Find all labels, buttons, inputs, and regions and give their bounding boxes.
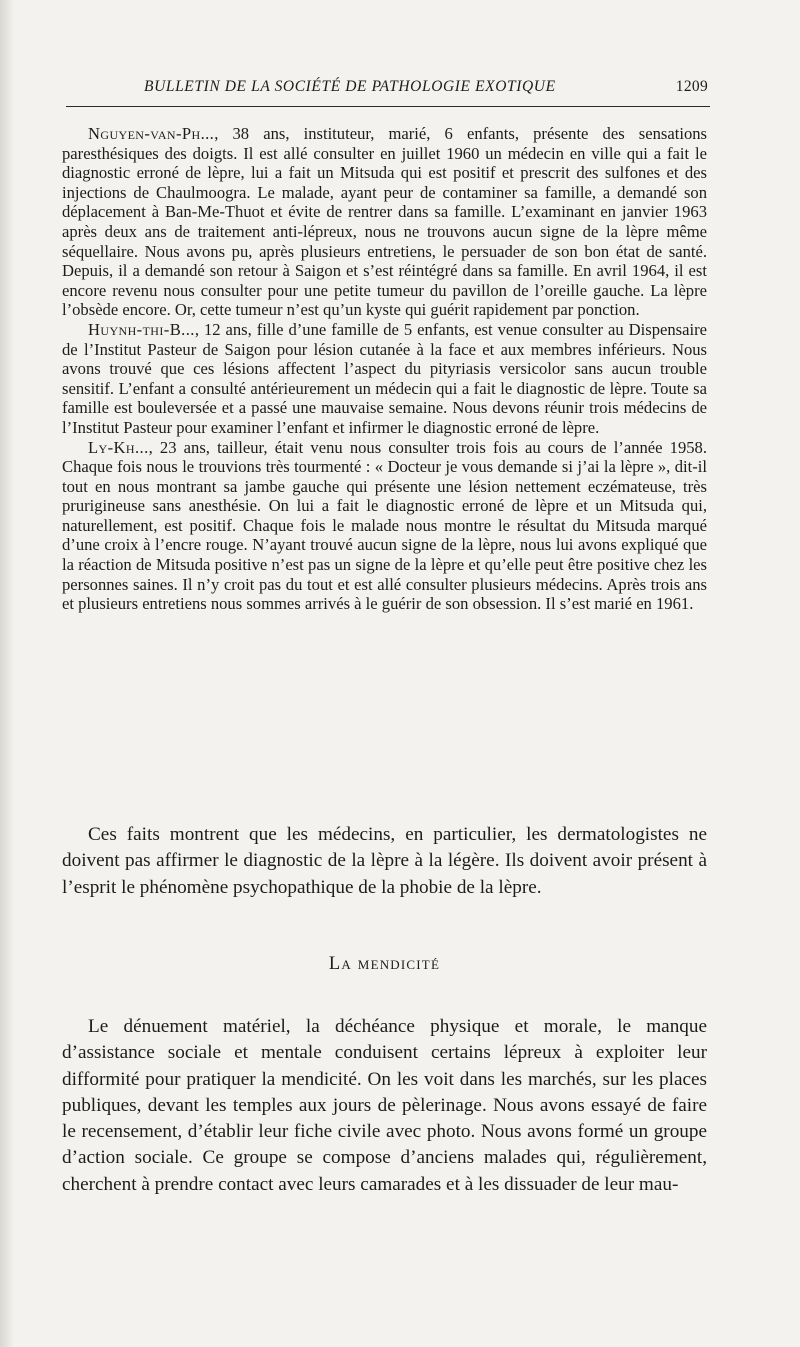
section-paragraph: Le dénuement matériel, la déchéance physique et morale, le manque d’assistance sociale et mentale conduisent certains lépreux à exploiter leur difformité pour pratiquer la mendicité. On les voit dans les marchés, sur les places publiques, devant les temples aux jours de pèlerinage. Nous avons essayé de faire le recensement, d’établir leur fiche civile avec photo. Nous avons formé un groupe d’action sociale. Ce groupe se compose d’anciens malades qui, régulièrement, cherchent à prendre contact avec leurs camarades et à les dissuader de leur mau-: [62, 1016, 707, 1195]
case-paragraph: [62, 124, 707, 320]
patient-name: Huynh-thi-B...: [88, 319, 195, 339]
conclusion-paragraph: Ces faits montrent que les médecins, en particulier, les dermatologistes ne doivent pas affirmer le diagnostic de la lèpre à la légère. Ils doivent avoir présent à l’esprit le phénomène psychopathique de la phobie de la lèpre.: [62, 824, 707, 898]
case-text: , 23 ans, tailleur, était venu nous consulter trois fois au cours de l’année 1958. Chaque fois nous le trouvions très tourmenté : « Docteur je vous demande si j’ai la lèpre », dit-il tout en nous montrant sa jambe gauche qui présente une lésion nettement eczémateuse, très prurigineuse sans anesthésie. On lui a fait le diagnostic erroné de lèpre et un Mitsuda qui, naturellement, est positif. Chaque fois le malade nous montre le résultat du Mitsuda marqué d’une croix à l’encre rouge. N’ayant trouvé aucun signe de la lèpre, nous lui avons expliqué que la réaction de Mitsuda positive n’est pas un signe de la lèpre et qu’elle peut être positive chez les personnes saines. Il n’y croit pas du tout et est allé consulter plusieurs médecins. Après trois ans et plusieurs entretiens nous sommes arrivés à le guérir de son obsession. Il s’est marié en 1961.: [62, 437, 707, 614]
section-heading: La mendicité: [328, 954, 441, 974]
case-reports: [62, 124, 707, 614]
patient-name: Ly-Kh...: [88, 437, 149, 457]
running-head: BULLETIN DE LA SOCIÉTÉ DE PATHOLOGIE EXOTIQUE: [144, 78, 556, 95]
conclusion-block: [62, 822, 707, 901]
case-text: , 38 ans, instituteur, marié, 6 enfants, présente des sensations paresthésiques des doigts. Il est allé consulter en juillet 1960 un médecin en ville qui a fait le diagnostic erroné de lèpre, lui a fait un Mitsuda qui est positif et prescrit des sulfones et des injections de Chaulmoogra. Le malade, ayant peur de contaminer sa famille, a demandé son déplacement à Ban-Me-Thuot et évite de rentrer dans sa famille. L’examinant en janvier 1963 après deux ans de traitement anti-lépreux, nous ne trouvons aucun signe de la lèpre même séquellaire. Nous avons pu, après plusieurs entretiens, le persuader de son bon état de santé. Depuis, il a demandé son retour à Saigon et s’est réintégré dans sa famille. En avril 1964, il est encore revenu nous consulter pour une petite tumeur du pavillon de l’oreille gauche. La lèpre l’obsède encore. Or, cette tumeur n’est qu’un kyste qui guérit rapidement par ponction.: [62, 124, 707, 320]
case-paragraph: [62, 320, 707, 438]
page-number: 1209: [675, 78, 708, 95]
case-paragraph: [62, 438, 707, 614]
section-body: [62, 1014, 707, 1198]
page-binding-shadow: [0, 0, 14, 1347]
case-text: , 12 ans, fille d’une famille de 5 enfants, est venue consulter au Dispensaire de l’Institut Pasteur de Saigon pour lésion cutanée à la face et aux membres inférieurs. Nous avons trouvé que ces lésions affectent l’aspect du pityriasis versicolor sans aucun trouble sensitif. L’enfant a consulté antérieurement un médecin qui a fait le diagnostic de lèpre. Toute sa famille est bouleversée et a passé une mauvaise semaine. Nous devons réunir trois médecins de l’Institut Pasteur pour examiner l’enfant et infirmer le diagnostic erroné de lèpre.: [62, 319, 707, 437]
patient-name: Nguyen-van-Ph...: [88, 124, 215, 143]
page-header: [66, 78, 710, 107]
